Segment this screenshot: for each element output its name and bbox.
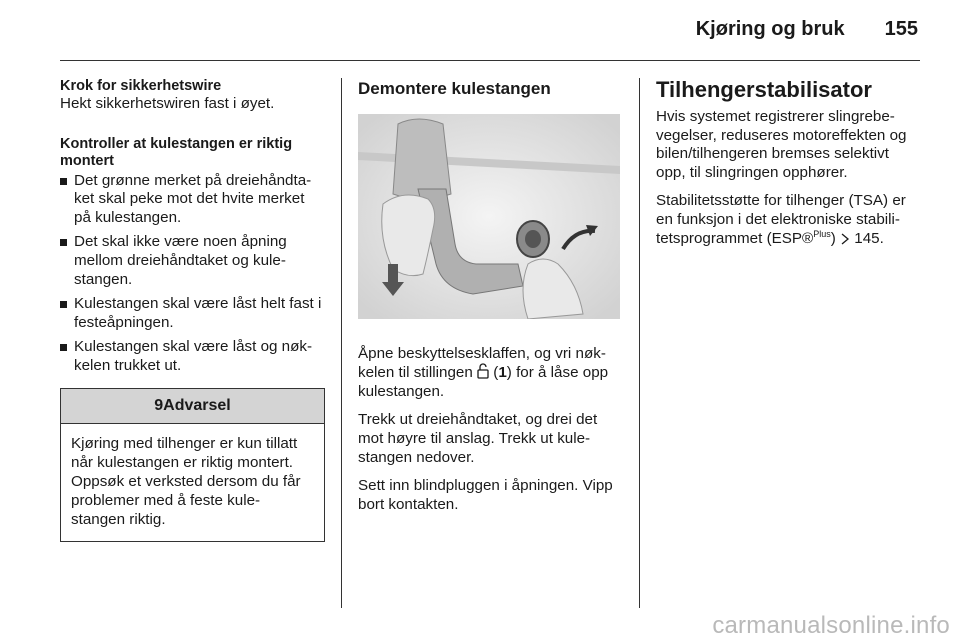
safety-wire-text: Hekt sikkerhetswiren fast i øyet.: [60, 95, 275, 112]
trailer-stability-heading: Tilhengerstabilisator: [656, 77, 872, 102]
column-right: [656, 78, 921, 258]
list-item: Kulestangen skal være låst og nøk-kelen trukket ut.: [60, 338, 325, 375]
column-divider: [341, 78, 342, 608]
page-reference[interactable]: 145.: [854, 229, 884, 247]
section-title: Kjøring og bruk: [695, 18, 845, 40]
check-mounting-heading: Kontroller at kulestangen er riktig montert: [60, 135, 293, 169]
page-number: 155: [884, 18, 918, 40]
warning-text: Kjøring med tilhenger er kun tillatt når kulestangen er riktig montert. Oppsøk et verksted dersom du får problemer med å feste kule-stangen riktig.: [71, 435, 301, 529]
header-divider: [60, 60, 920, 61]
trailer-stability-text-1: Hvis systemet registrerer slingrebe-vegelser, reduseres motoreffekten og bilen/tilhengeren bremses selektivt opp, til slingringen opphører.: [656, 108, 907, 181]
step-1-text: Åpne beskyttelsesklaffen, og vri nøk-kelen til stillingen (1) for å låse opp kulestangen.: [358, 344, 609, 400]
check-list: [60, 172, 325, 376]
page-reference-icon: [840, 233, 850, 245]
list-item: Det grønne merket på dreiehåndta-ket skal peke mot det hvite merket på kulestangen.: [60, 172, 325, 228]
column-left: [60, 78, 325, 542]
warning-title: Advarsel: [163, 396, 231, 414]
list-item: Kulestangen skal være låst helt fast i festeåpningen.: [60, 295, 325, 332]
trailer-stability-text-2: Stabilitetsstøtte for tilhenger (TSA) er en funksjon i det elektroniske stabili-tetsprogrammet (ESP®$^{Plus}$) 145.: [656, 192, 906, 247]
warning-box: [60, 388, 325, 543]
remove-towbar-heading: Demontere kulestangen: [358, 79, 551, 98]
unlock-icon: [477, 363, 489, 379]
watermark: carmanualsonline.info: [712, 612, 950, 639]
towbar-removal-illustration: [358, 114, 620, 319]
step-2-text: Trekk ut dreiehåndtaket, og drei det mot høyre til anslag. Trekk ut kule-stangen nedover.: [358, 411, 598, 466]
page-header: [696, 18, 918, 41]
list-item: Det skal ikke være noen åpning mellom dreiehåndtaket og kule-stangen.: [60, 233, 325, 289]
step-3-text: Sett inn blindpluggen i åpningen. Vipp bort kontakten.: [358, 477, 613, 513]
warning-triangle-icon: 9: [154, 396, 164, 414]
column-divider: [639, 78, 640, 608]
column-middle: [358, 78, 623, 524]
safety-wire-heading: Krok for sikkerhetswire: [60, 78, 222, 94]
warning-header: [61, 389, 324, 425]
